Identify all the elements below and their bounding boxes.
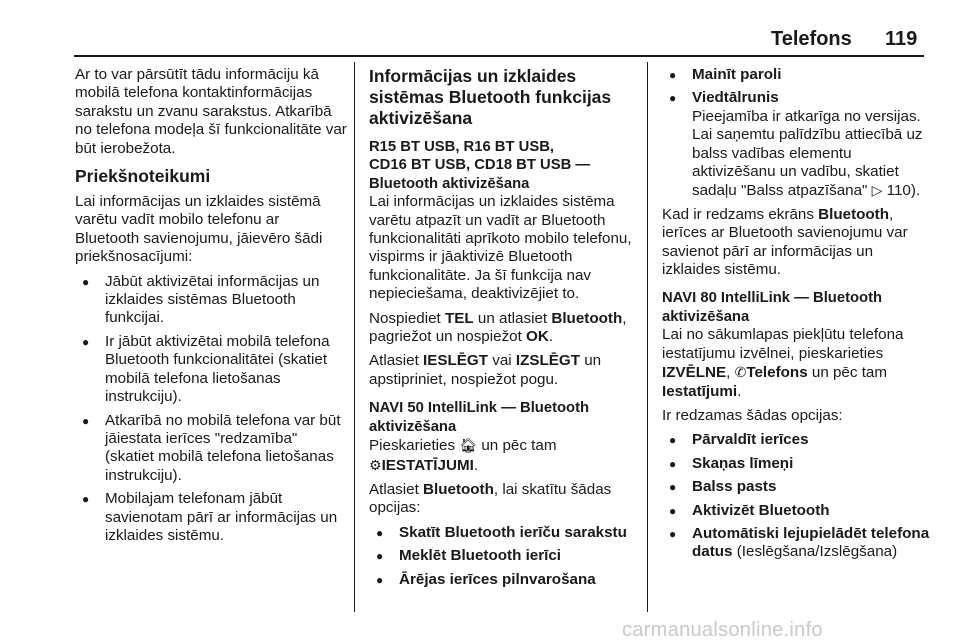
- list-item: ● Automātiski lejupielādēt telefona datus (Ieslēgšana/Izslēgšana): [662, 525, 932, 562]
- paragraph: Atlasiet IESLĒGT vai IZSLĒGT un apstipriniet, nospiežot pogu.: [369, 352, 602, 388]
- paragraph: Lai informācijas un izklaides sistēma varētu atpazīt un vadīt ar Bluetooth funkcionalitāti aprīkoto mobilo telefonu, vispirms ir jāaktivizē Bluetooth funkcionalitāte. Ja šī funkcija nav nepieciešama, deaktivizējiet to.: [369, 193, 632, 303]
- home-icon: 🏠︎: [459, 437, 478, 454]
- watermark: carmanualsonline.info: [622, 619, 823, 641]
- bluetooth-label: Bluetooth: [551, 309, 623, 327]
- settings-label: IESTATĪJUMI: [381, 456, 474, 474]
- page-title: Telefons: [771, 28, 852, 50]
- subheading: [369, 399, 635, 436]
- list-item: ● Viedtālrunis Pieejamība ir atkarīga no versijas. Lai saņemtu palīdzību attiecībā uz balss vadības elementu aktivizēšanu un vadību, skatiet sadaļu "Balss atpazīšana" ▷ 110).: [662, 89, 932, 200]
- list-item: ● Mobilajam telefonam jābūt savienotam pārī ar informācijas un izklaides sistēmu.: [75, 490, 347, 545]
- paragraph: Ir redzamas šādas opcijas:: [662, 406, 843, 424]
- column-2: [369, 66, 635, 594]
- bluetooth-label: Bluetooth: [818, 205, 890, 223]
- list-item: ● Balss pasts: [662, 478, 932, 496]
- phone-label: Telefons: [746, 364, 808, 382]
- paragraph: Pieskarieties 🏠︎ un pēc tam ⚙IESTATĪJUMI.: [369, 437, 557, 474]
- list-item: ● Pārvaldīt ierīces: [662, 431, 932, 449]
- bluetooth-label: Bluetooth: [423, 480, 494, 498]
- paragraph: Nospiediet TEL un atlasiet Bluetooth, pagriežot un nospiežot OK.: [369, 309, 627, 346]
- column-3: [662, 66, 932, 567]
- subheading-line: R15 BT USB, R16 BT USB,: [369, 139, 554, 155]
- subheading-line: CD16 BT USB, CD18 BT USB —: [369, 157, 591, 174]
- menu-label: IZVĒLNE: [662, 364, 727, 382]
- gear-icon: ⚙: [369, 456, 382, 473]
- paragraph: Atlasiet Bluetooth, lai skatītu šādas opcijas:: [369, 480, 612, 517]
- paragraph: Lai informācijas un izklaides sistēmā varētu vadīt mobilo telefonu ar Bluetooth savienojumu, jāievēro šādi priekšnosacījumi:: [75, 193, 323, 266]
- ok-label: OK: [526, 328, 549, 346]
- intro-paragraph: Ar to var pārsūtīt tādu informāciju kā mobilā telefona kontaktinformācijas sarakstu un zvanu sarakstus. Atkarībā no telefona modeļa šī funkcionalitāte var būt ierobežota.: [75, 66, 347, 157]
- bullet-list: [75, 273, 347, 546]
- bullet-list: [662, 431, 932, 561]
- paragraph: Kad ir redzams ekrāns Bluetooth, ierīces ar Bluetooth savienojumu var savienot pārī ar informācijas un izklaides sistēmu.: [662, 205, 908, 279]
- subheading-line: aktivizēšana: [662, 308, 750, 325]
- column-divider: [647, 62, 648, 612]
- column-1: [75, 66, 347, 550]
- bullet-list: [662, 66, 932, 201]
- section-heading: Priekšnoteikumi: [75, 166, 211, 187]
- list-item: ● Atkarībā no mobilā telefona var būt jāiestata ierīces "redzamība" (skatiet mobilā telefona lietošanas instrukciju).: [75, 412, 347, 486]
- column-divider: [354, 62, 355, 612]
- subheading-line: aktivizēšana: [369, 418, 457, 435]
- settings-label: Iestatījumi: [662, 382, 738, 400]
- off-label: IZSLĒGT: [515, 352, 580, 370]
- list-item: ● Skaņas līmeņi: [662, 455, 932, 473]
- list-item: ● Ārējas ierīces pilnvarošana: [369, 571, 635, 589]
- list-item: ● Ir jābūt aktivizētai mobilā telefona Bluetooth funkcionalitātei (skatiet mobilā telefona lietošanas instrukciju).: [75, 333, 347, 407]
- tel-label: TEL: [444, 309, 474, 327]
- list-item: ● Meklēt Bluetooth ierīci: [369, 547, 635, 565]
- page-number: 119: [885, 28, 918, 50]
- subheading: [369, 138, 635, 193]
- list-item: ● Aktivizēt Bluetooth: [662, 502, 932, 520]
- phone-icon: ✆: [734, 364, 747, 381]
- bullet-list: [369, 524, 635, 589]
- subheading: [662, 289, 932, 326]
- list-item: ● Jābūt aktivizētai informācijas un izklaides sistēmas Bluetooth funkcijai.: [75, 273, 347, 328]
- subheading-line: Bluetooth aktivizēšana: [369, 175, 530, 192]
- paragraph: Lai no sākumlapas piekļūtu telefona iestatījumu izvēlnei, pieskarieties IZVĒLNE, ✆Telefons un pēc tam Iestatījumi.: [662, 326, 904, 400]
- on-label: IESLĒGT: [423, 352, 489, 370]
- subheading-line: NAVI 80 IntelliLink — Bluetooth: [662, 290, 883, 307]
- list-item: ● Skatīt Bluetooth ierīču sarakstu: [369, 524, 635, 542]
- list-item: ● Mainīt paroli: [662, 66, 932, 84]
- subheading-line: NAVI 50 IntelliLink — Bluetooth: [369, 400, 590, 417]
- section-heading: Informācijas un izklaides sistēmas Bluetooth funkcijas aktivizēšana: [369, 66, 612, 128]
- page-header: [0, 0, 960, 60]
- header-rule: [74, 55, 924, 57]
- page-ref-icon: ▷: [871, 182, 883, 199]
